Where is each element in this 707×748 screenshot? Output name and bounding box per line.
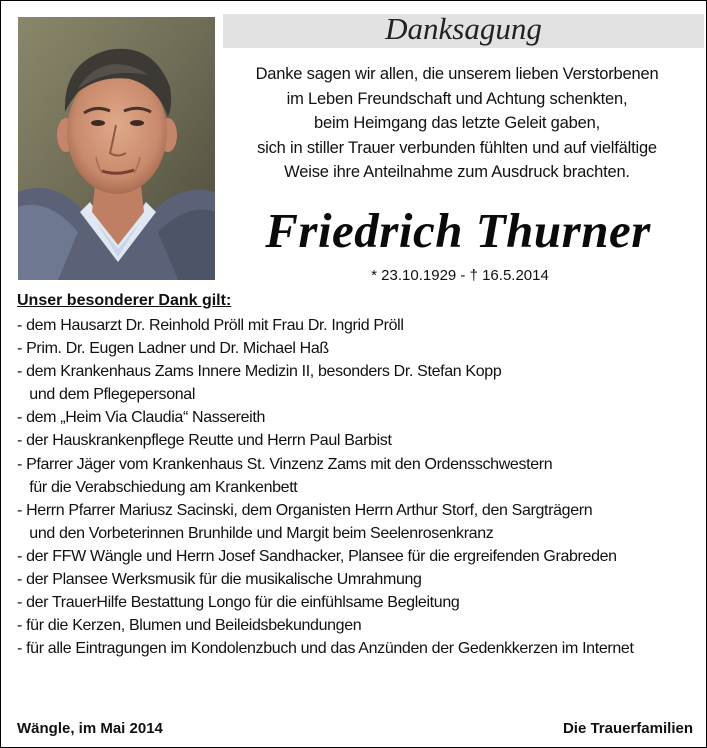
portrait-photo — [18, 17, 215, 280]
list-item: - für die Kerzen, Blumen und Beileidsbekundungen — [17, 617, 362, 635]
footer-signature: Die Trauerfamilien — [562, 720, 693, 737]
intro-text — [222, 62, 692, 185]
list-item: und dem Pflegepersonal — [17, 386, 196, 404]
list-item: - dem Krankenhaus Zams Innere Medizin II, besonders Dr. Stefan Kopp — [17, 363, 502, 381]
list-item: - Pfarrer Jäger vom Krankenhaus St. Vinzenz Zams mit den Ordensschwestern — [17, 455, 553, 473]
list-item: - dem „Heim Via Claudia“ Nassereith — [17, 409, 265, 427]
intro-line: im Leben Freundschaft und Achtung schenkten, — [286, 89, 628, 108]
list-item: - der FFW Wängle und Herrn Josef Sandhacker, Plansee für die ergreifenden Grabreden — [17, 547, 617, 565]
list-item: - Prim. Dr. Eugen Ladner und Dr. Michael Haß — [17, 340, 329, 358]
list-item: - der TrauerHilfe Bestattung Longo für die einfühlsame Begleitung — [17, 594, 460, 612]
thanks-heading: Unser besonderer Dank gilt: — [17, 292, 232, 309]
list-item: - der Hauskrankenpflege Reutte und Herrn Paul Barbist — [17, 432, 392, 450]
intro-line: beim Heimgang das letzte Geleit gaben, — [314, 114, 600, 132]
list-item: - dem Hausarzt Dr. Reinhold Pröll mit Frau Dr. Ingrid Pröll — [17, 317, 404, 334]
footer-place-date: Wängle, im Mai 2014 — [17, 720, 163, 737]
notice-heading: Danksagung — [385, 11, 542, 46]
list-item: - Herrn Pfarrer Mariusz Sacinski, dem Organisten Herrn Arthur Storf, den Sargträgern — [17, 501, 593, 519]
life-dates: * 23.10.1929 - † 16.5.2014 — [371, 267, 549, 284]
thanks-list — [17, 314, 702, 660]
list-item: für die Verabschiedung am Krankenbett — [17, 478, 298, 496]
deceased-name: Friedrich Thurner — [265, 203, 651, 258]
list-item: und den Vorbeterinnen Brunhilde und Margit beim Seelenrosenkranz — [17, 524, 494, 542]
list-item: - für alle Eintragungen im Kondolenzbuch und das Anzünden der Gedenkkerzen im Internet — [17, 640, 634, 658]
intro-line: Weise ihre Anteilnahme zum Ausdruck brachten. — [284, 163, 630, 181]
intro-line: Danke sagen wir allen, die unserem lieben Verstorbenen — [255, 65, 659, 83]
list-item: - der Plansee Werksmusik für die musikalische Umrahmung — [17, 571, 422, 589]
intro-line: sich in stiller Trauer verbunden fühlten und auf vielfältige — [257, 138, 657, 157]
